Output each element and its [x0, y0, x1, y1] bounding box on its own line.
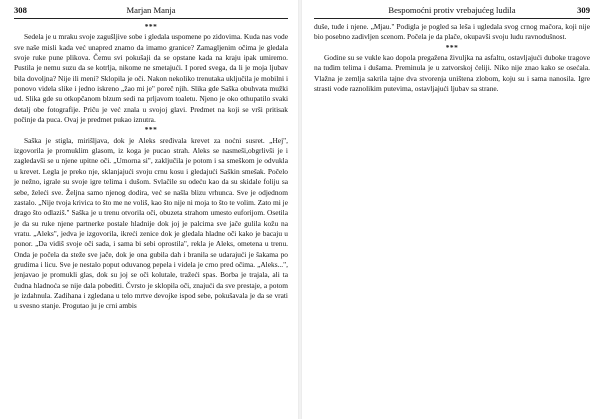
section-separator: ***	[144, 22, 158, 31]
paragraph: Saška je stigla, mirišljava, dok je Aleks sređivala krevet za noćni susret. „Hej", izgovorila je promuklim glasom, iz koga je pucao strah. Aleks se nasmeši,obgrlivši je i zagledavši se u njene upitne oči. „Umorna si", zaključila je potom i sa smeškom je odvukla u krevet. Legla je preko nje, sklanjajući svoju crnu kosu i gledajući Saškin smešak. Počelo je nežno, igrale su svoje igre telima i dušom. Svlačile su odeću kao da su skidale foliju sa sebe, želeći sve. Željna samo njenog dodira, već se našla blizu vrhunca. Sve je odjednom zastalo. „Nije tvoja krivica to što me ne voliš, kao što nije ni moja to što te volim. Zato mi je drago što odlaziš." Saška je u trenu otvorila oči, obuzeta strahom umesto euforijom. Osetila je da su ruke njene partnerke postale hladnije dok joj je palcima sve jače gulila kožu na vratu. „Aleks", jedva je izgovorila, ikreći zenice dok je gledala hladne oči kako je bacaju u ponor. „Da vidiš svoje oči sada, i sama bi sebi oprostila", rekla je Aleks, ometena u trenu. Onda je počela da steže sve jače, dok je ona gubila dah i branila se udarajući je šakama po grudima i licu. Sve je nestalo poput oduvanog pepela i videla je crno pred očima. „Aleks...", jenjavao je promukli glas, dok su joj se oči kolutale, tražeći spas. Borba je trajala, ali ta čudna hladnoća se nije dala pobediti. Čvrsto je sklopila oči, znajući da sve prestaje, a potom je izdahnula. Zadihana i zgledana u telo mrtve devojke ispod sebe, pokušavala je da se vrati u svesno stanje. Progutao ju je crni ambis	[14, 135, 288, 311]
header-rule	[14, 18, 288, 19]
left-page-header	[14, 4, 288, 16]
running-head: Bespomoćni protiv vrebajućeg ludila	[388, 5, 516, 15]
running-head: Marjan Manja	[126, 5, 176, 15]
section-separator: ***	[445, 42, 459, 52]
left-page-body	[14, 22, 288, 312]
right-page-body	[314, 22, 590, 94]
right-page-header	[314, 4, 590, 16]
paragraph: duše, tuđe i njene. „Mjau." Podigla je pogled sa leša i ugledala svog crnog mačora, koji nije bio posebno zadivljen scenom. Počela je da plače, okupavši svoju ludu ravnodušnost.	[314, 22, 590, 42]
book-gutter	[298, 0, 302, 419]
page-number: 309	[577, 5, 590, 15]
paragraph: Sedela je u mraku svoje zagušljive sobe i gledala uspomene po zidovima. Kuda nas vode sve naše misli kada već unapred znamo da imamo granice? Zamagljenim očima je gledala svoje ruke pune plikova. Čemu svi pokušaji da se opstane kada na kraju ipak umiremo. Pustila je nemu suzu da se kotrlja, nikome ne smetajući. I pored svega, da li je moja ljubav bila dovoljna? Nije ili meni? Sklopila je oči. Nakon nekoliko trenutaka uključila je mobilni i ponovo videla slike i jedno iskreno „žao mi je" poreč njih. Slika gde Saška obuhvata mužki ud. Slika gde su otkopčanom blzum sedi na prljavom toaletu. Njeno je oko othupatilo svaki detalj obe fotografije. Priču je već znala u svojoj glavi. Predmet na koji se vrši pritisak počinje da puca. Ovaj je predmet pukao iznutra.	[14, 32, 288, 125]
section-separator: ***	[144, 125, 158, 135]
paragraph: Godine su se vukle kao dopola pregažena živuljka na asfaltu, ostavljajući duboke tragove na tuđim telima i dušama. Preminula je u zatvorskoj ćeliji. Niko nije znao kako se osećala. Vlažna je zemlja sakrila tajne dva stvorenja uništena zlobom, koju su i sama nanosila. Igre strasti vode raznolikim putevima, ostavljajući ljubav sa strane.	[314, 53, 590, 94]
header-rule	[314, 18, 590, 19]
left-page	[0, 0, 296, 419]
right-page	[304, 0, 600, 419]
page-number: 308	[14, 5, 27, 15]
